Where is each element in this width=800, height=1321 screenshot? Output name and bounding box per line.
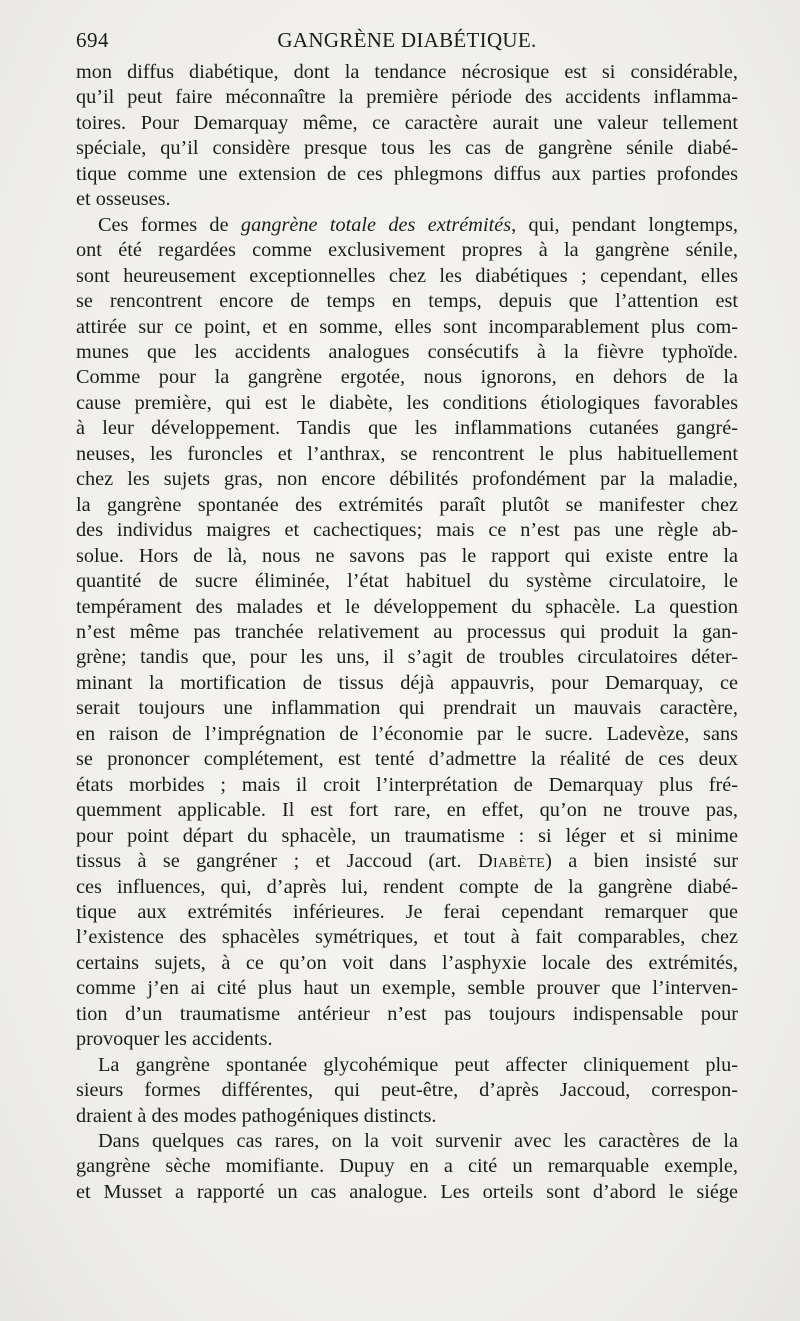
text-line bbox=[76, 849, 738, 874]
text-line: qu’il peut faire méconnaître la première période des accidents inflamma- bbox=[76, 86, 738, 109]
running-head: GANGRÈNE DIABÉTIQUE. bbox=[277, 28, 537, 52]
text-line: se rencontrent encore de temps en temps, depuis que l’attention est bbox=[76, 290, 738, 313]
text-line: ont été regardées comme exclusivement propres à la gangrène sénile, bbox=[76, 239, 738, 262]
paragraph-2 bbox=[76, 213, 738, 1053]
text-line: spéciale, qu’il considère presque tous les cas de gangrène sénile diabé- bbox=[76, 137, 738, 160]
text-line: gangrène sèche momifiante. Dupuy en a cité un remarquable exemple, bbox=[76, 1155, 738, 1178]
text-line: l’existence des sphacèles symétriques, et tout à fait comparables, chez bbox=[76, 926, 738, 949]
text-line: états morbides ; mais il croit l’interprétation de Demarquay plus fré- bbox=[76, 773, 738, 796]
text-line: comme j’en ai cité plus haut un exemple, semble prouver que l’interven- bbox=[76, 977, 738, 1000]
text-run: Ces formes de bbox=[98, 213, 241, 236]
text-line: sieurs formes différentes, qui peut-être, d’après Jaccoud, correspon- bbox=[76, 1079, 738, 1102]
text-line: solue. Hors de là, nous ne savons pas le rapport qui existe entre la bbox=[76, 544, 738, 567]
page-body bbox=[76, 60, 738, 1205]
text-line: n’est même pas tranchée relativement au processus qui produit la gan- bbox=[76, 620, 738, 643]
italic-term: gangrène totale des extrémités bbox=[240, 213, 512, 236]
text-line: serait toujours une inflammation qui prendrait un mauvais caractère, bbox=[76, 697, 738, 720]
text-line: sont heureusement exceptionnelles chez les diabétiques ; cependant, elles bbox=[76, 264, 738, 287]
text-line: Dans quelques cas rares, on la voit survenir avec les caractères de la bbox=[98, 1130, 738, 1153]
text-line: certains sujets, à ce qu’on voit dans l’asphyxie locale des extrémités, bbox=[76, 951, 738, 974]
text-line: toires. Pour Demarquay même, ce caractère aurait une valeur tellement bbox=[76, 111, 738, 134]
text-line: quemment applicable. Il est fort rare, en effet, qu’on ne trouve pas, bbox=[76, 799, 738, 822]
text-line: pour point départ du sphacèle, un traumatisme : si léger et si minime bbox=[76, 824, 738, 847]
page-number: 694 bbox=[76, 28, 109, 52]
text-run: tissus à se gangréner ; et Jaccoud (art. bbox=[76, 850, 478, 873]
text-line: des individus maigres et cachectiques; mais ce n’est pas une règle ab- bbox=[76, 519, 738, 542]
text-line: tique comme une extension de ces phlegmons diffus aux parties profondes bbox=[76, 162, 738, 185]
text-line: minant la mortification de tissus déjà appauvris, pour Demarquay, ce bbox=[76, 671, 738, 694]
text-line: Comme pour la gangrène ergotée, nous ignorons, en dehors de la bbox=[76, 366, 738, 389]
text-line: à leur développement. Tandis que les inflammations cutanées gangré- bbox=[76, 417, 738, 440]
smallcaps-reference: Diabète bbox=[477, 850, 546, 873]
text-line: quantité de sucre éliminée, l’état habituel du système circulatoire, le bbox=[76, 570, 738, 593]
text-line: munes que les accidents analogues consécutifs à la fièvre typhoïde. bbox=[76, 340, 738, 363]
text-line: et osseuses. bbox=[76, 188, 171, 211]
text-line: draient à des modes pathogéniques distincts. bbox=[76, 1104, 437, 1127]
text-line: la gangrène spontanée des extrémités paraît plutôt se manifester chez bbox=[76, 493, 738, 516]
text-line: provoquer les accidents. bbox=[76, 1028, 273, 1051]
text-line: se prononcer complétement, est tenté d’admettre la réalité de ces deux bbox=[76, 748, 738, 771]
page-header bbox=[76, 22, 738, 58]
text-line: tion d’un traumatisme antérieur n’est pas toujours indispensable pour bbox=[76, 1002, 738, 1025]
paragraph-4 bbox=[76, 1129, 738, 1205]
text-line: ces influences, qui, d’après lui, rendent compte de la gangrène diabé- bbox=[76, 875, 738, 898]
text-run: , qui, pendant longtemps, bbox=[511, 213, 738, 236]
text-line bbox=[76, 213, 738, 238]
text-run: ) a bien insisté sur bbox=[545, 850, 739, 873]
text-line: tempérament des malades et le développement du sphacèle. La question bbox=[76, 595, 738, 618]
text-line: grène; tandis que, pour les uns, il s’agit de troubles circulatoires déter- bbox=[76, 646, 738, 669]
text-line: tique aux extrémités inférieures. Je ferai cependant remarquer que bbox=[76, 900, 738, 923]
paragraph-1 bbox=[76, 60, 738, 213]
text-line: neuses, les furoncles et l’anthrax, se rencontrent le plus habituellement bbox=[76, 442, 738, 465]
text-line: mon diffus diabétique, dont la tendance nécrosique est si considérable, bbox=[76, 61, 738, 83]
text-line: et Musset a rapporté un cas analogue. Les orteils sont d’abord le siége bbox=[76, 1180, 738, 1203]
text-line: La gangrène spontanée glycohémique peut affecter cliniquement plu- bbox=[98, 1053, 738, 1076]
text-line: chez les sujets gras, non encore débilités profondément par la maladie, bbox=[76, 468, 738, 491]
paragraph-3 bbox=[76, 1053, 738, 1129]
text-line: attirée sur ce point, et en somme, elles sont incomparablement plus com- bbox=[76, 315, 738, 338]
text-line: en raison de l’imprégnation de l’économie par le sucre. Ladevèze, sans bbox=[76, 722, 738, 745]
text-line: cause première, qui est le diabète, les conditions étiologiques favorables bbox=[76, 391, 738, 414]
